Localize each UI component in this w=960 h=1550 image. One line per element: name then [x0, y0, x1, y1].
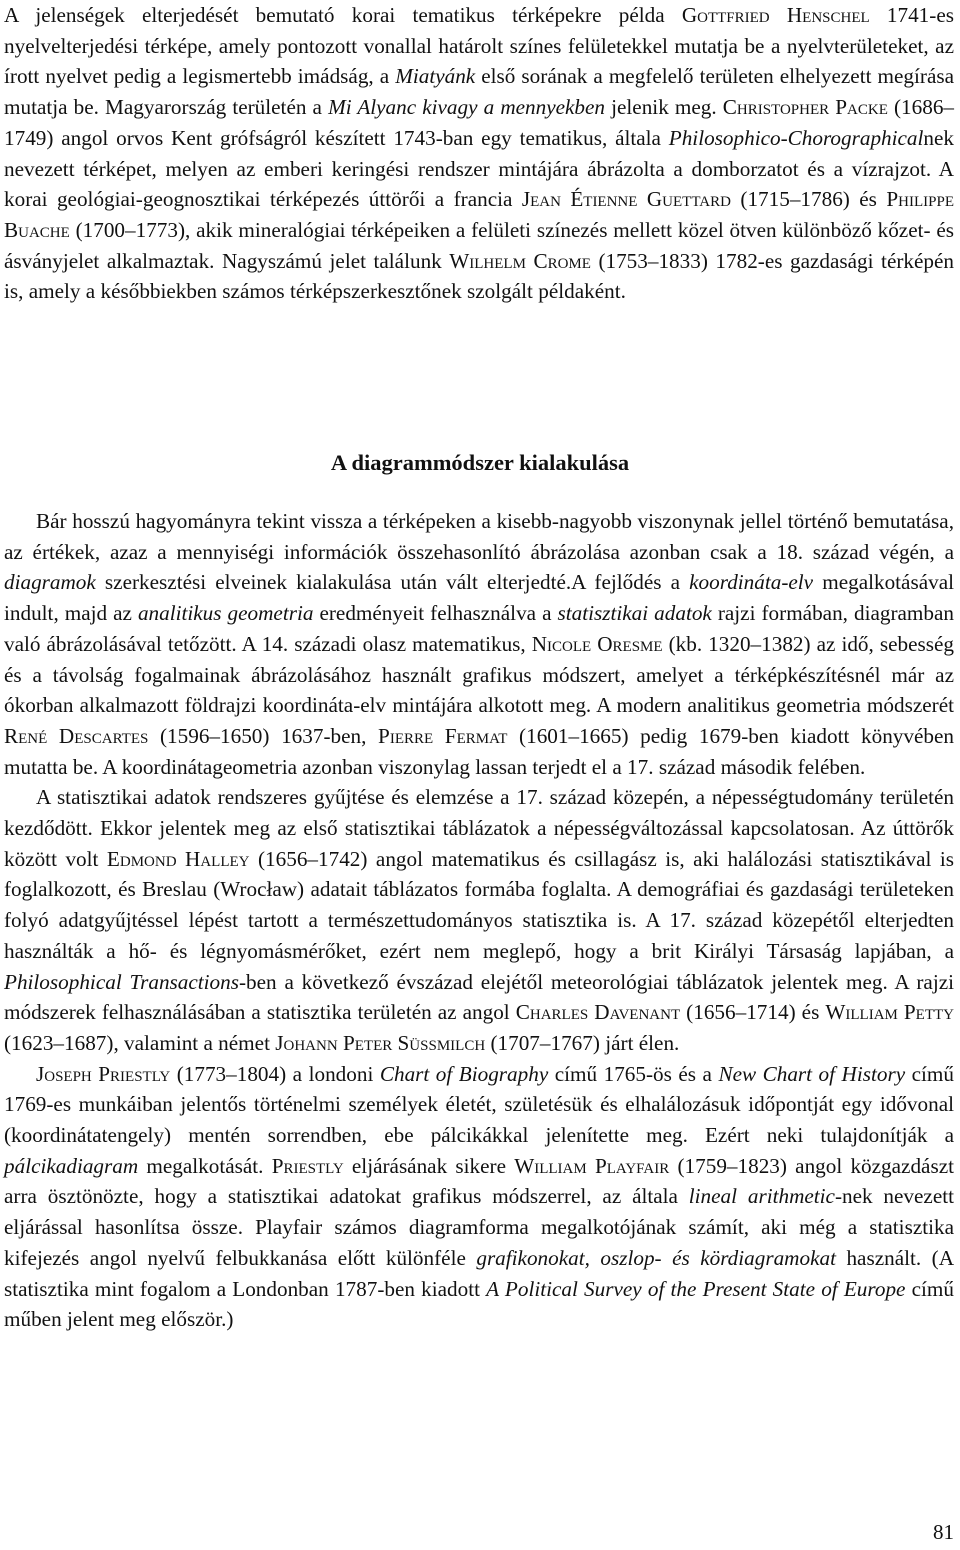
text-run: (1715–1786) és [730, 187, 887, 212]
text-run: (1707–1767) járt élen. [485, 1030, 680, 1055]
person-name: Pierre Fermat [378, 723, 508, 748]
person-name: Philippe Buache [4, 187, 954, 242]
text-run: 1741-es nyelvelterjedési térképe, amely pontozott vonallal határolt színes felületekkel mutatja be a nyelvterületeket, az írott nyelvet pedig a legismertebb imádság, a [4, 3, 954, 89]
section-body [4, 506, 954, 1335]
text-run: (1623–1687), valamint a német [4, 1030, 276, 1055]
italic-text: koordináta-elv [689, 570, 814, 595]
text-run: (1773–1804) a londoni [170, 1061, 380, 1086]
paragraph-statistics-history [4, 782, 954, 1058]
person-name: Joseph Priestly [36, 1061, 171, 1086]
italic-text: statisztikai adatok [557, 601, 712, 626]
text-run: jelenik meg. [605, 95, 723, 120]
text-run: megalkotását. [138, 1153, 272, 1178]
paragraph-diagram-origins [4, 506, 954, 782]
italic-text: A Political Survey of the Present State of Europe [486, 1276, 906, 1301]
text-run: (1596–1650) 1637-ben, [148, 723, 379, 748]
person-name: Wilhelm Crome [449, 248, 591, 273]
text-run: című 1769-es munkáiban jelentős történelmi személyek életét, születésük és elhalálozásuk időpontját egy idővonal (koordinátatengely) mentén sorrendben, ebe pálcikákkal jelenítette meg. Ezért neki tulajdonítják a [4, 1061, 954, 1148]
text-run: A statisztikai adatok rendszeres gyűjtése és elemzése a 17. század közepén, a népességtudomány területén kezdődött. Ekkor jelentek meg az első statisztikai táblázatok a népességváltozással kapcsolatosan. Az úttörők között volt [4, 785, 954, 871]
text-run: -nek nevezett eljárással hasonlítsa össze. Playfair számos diagramforma megalkotójának számít, aki még a statisztika kifejezés angol nyelvű felbukkanása előtt különféle [4, 1184, 955, 1270]
page-number: 81 [933, 1520, 954, 1544]
person-name: Jean Étienne Guettard [521, 187, 731, 212]
person-name: Johann Peter Süssmilch [275, 1030, 486, 1055]
text-run: szerkesztési elveinek kialakulása után vált elterjedté.A fejlődés a [95, 570, 690, 595]
person-name: William Playfair [514, 1153, 670, 1178]
intro-block [4, 0, 954, 307]
person-name: William Petty [825, 1000, 955, 1025]
text-run: Bár hosszú hagyományra tekint vissza a térképeken a kisebb-nagyobb viszonynak jellel történő bemutatása, az értékek, azaz a mennyiségi információk összehasonlító ábrázolása azonban csak a 18. század végén, a [4, 509, 954, 564]
text-run: megalkotásával indult, majd az [4, 570, 954, 626]
italic-text: New Chart of History [718, 1061, 906, 1086]
italic-text: Mi Alyanc kivagy a mennyekben [328, 95, 606, 120]
text-run: használt. (A statisztika mint fogalom a Londonban 1787-ben kiadott [4, 1245, 954, 1301]
text-run: (1700–1773), akik mineralógiai térképeiken a felületi színezés mellett közel ötven különböző kőzet- és ásványjelet alkalmaztak. Nagyszámú jelet találunk [4, 217, 954, 273]
person-name: Edmond Halley [106, 846, 250, 871]
italic-text: pálcikadiagram [4, 1153, 139, 1178]
italic-text: Chart of Biography [379, 1061, 549, 1086]
italic-text: Philosophical Transactions [4, 969, 239, 994]
text-run: című műben jelent meg először.) [4, 1276, 954, 1332]
text-run: eljárásának sikere [343, 1153, 515, 1178]
text-run: (1601–1665) pedig 1679-ben kiadott könyvében mutatta be. A koordinátageometria azonban viszonylag lassan terjedt el a 17. század második felében. [4, 723, 954, 779]
text-run: első sorának a megfelelő területen elhelyezett megírása mutatja be. Magyarország területén a [4, 64, 954, 120]
person-name: Priestly [271, 1153, 344, 1178]
text-run: (1753–1833) 1782-es gazdasági térképén is, amely a későbbiekben számos térképszerkesztőnek szolgált példaként. [4, 248, 954, 304]
text-run: A jelenségek elterjedését bemutató korai tematikus térképekre példa [4, 3, 682, 27]
section-heading: A diagrammódszer kialakulása [330, 450, 630, 475]
text-run: nek nevezett térképet, melyen az emberi keringési rendszer mintájára ábrázolta a domborzatot és a vízrajzot. A korai geológiai-geognosztikai térképezés úttörői a francia [4, 125, 954, 212]
italic-text: analitikus geometria [137, 601, 314, 626]
text-run: (1759–1823) angol közgazdászt arra ösztönözte, hogy a statisztikai adatokat grafikus módszerrel, az általa [4, 1153, 954, 1209]
text-run: eredményeit felhasználva a [313, 601, 558, 626]
text-run: -ben a következő évszázad elejétől meteorológiai táblázatok jelentek meg. A rajzi módszerek felhasználásában a statisztika területén az angol [4, 969, 954, 1025]
italic-text: Philosophico-Chorographical [668, 125, 924, 150]
text-run: (1686–1749) angol orvos Kent grófságról készített 1743-ban egy tematikus, általa [4, 95, 955, 150]
italic-text: Miatyánk [395, 64, 476, 89]
text-run: (kb. 1320–1382) az idő, sebesség és a távolság fogalmainak ábrázolásához használt grafikus módszert, amelyet a térképkészítésnél már az ókorban alkalmazott földrajzi koordináta-elv mintájára alkotott meg. A modern analitikus geometria módszerét [4, 631, 954, 718]
paragraph-priestly-playfair [4, 1059, 954, 1335]
intro-paragraph [4, 0, 954, 307]
person-name: Nicole Oresme [531, 631, 663, 656]
italic-text: grafikonokat, oszlop- és kördiagramokat [476, 1245, 836, 1270]
italic-text: lineal arithmetic [688, 1184, 835, 1209]
person-name: Charles Davenant [515, 1000, 681, 1025]
text-run: című 1765-ös és a [548, 1061, 719, 1086]
italic-text: diagramok [4, 570, 96, 595]
person-name: Gottfried Henschel [681, 3, 870, 27]
text-run: rajzi formában, diagramban való ábrázolásával tetőzött. A 14. századi olasz matematikus, [4, 601, 954, 656]
person-name: René Descartes [4, 723, 149, 748]
person-name: Christopher Packe [722, 95, 888, 120]
text-run: (1656–1742) angol matematikus és csillagász is, aki halálozási statisztikával is foglalkozott, és Breslau (Wrocław) adatait táblázatos formába foglalta. A demográfiai és gazdasági területeken folyó adatgyűjtéssel lépést tartott a természettudományos statisztika is. A 17. század közepétől elterjedten használták a hő- és légnyomásmérőket, ezért nem meglepő, hogy a brit Királyi Társaság lapjában, a [4, 846, 954, 963]
text-run: (1656–1714) és [680, 1000, 826, 1025]
